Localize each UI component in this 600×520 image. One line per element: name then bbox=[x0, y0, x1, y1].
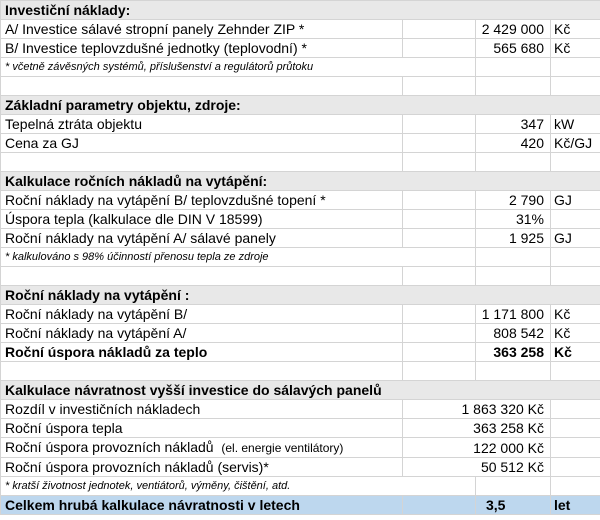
row-label-note: (el. energie ventilátory) bbox=[221, 441, 344, 455]
section-title: Kalkulace ročních nákladů na vytápění: bbox=[1, 172, 600, 191]
table-row bbox=[1, 229, 600, 248]
section-title: Základní parametry objektu, zdroje: bbox=[1, 96, 600, 115]
table-row bbox=[1, 115, 600, 134]
row-value: 420 bbox=[476, 134, 551, 153]
empty-row bbox=[1, 267, 600, 286]
row-value: 565 680 bbox=[476, 39, 551, 58]
row-label: B/ Investice teplovzdušné jednotky (teplovodní) * bbox=[1, 39, 403, 58]
row-label: Roční úspora nákladů za teplo bbox=[1, 343, 403, 362]
row-label: Cena za GJ bbox=[1, 134, 403, 153]
row-label: Roční náklady na vytápění B/ bbox=[1, 305, 403, 324]
table-row bbox=[1, 210, 600, 229]
note-row bbox=[1, 248, 600, 267]
section-title: Investiční náklady: bbox=[1, 1, 600, 20]
note-row bbox=[1, 58, 600, 77]
table-row bbox=[1, 419, 600, 438]
row-label: Úspora tepla (kalkulace dle DIN V 18599) bbox=[1, 210, 403, 229]
row-value: 1 925 bbox=[476, 229, 551, 248]
note-row bbox=[1, 477, 600, 496]
row-unit: Kč bbox=[551, 39, 600, 58]
row-label: Roční náklady na vytápění A/ sálavé panely bbox=[1, 229, 403, 248]
section-header-annual-costs bbox=[1, 286, 600, 305]
row-value: 31% bbox=[476, 210, 551, 229]
table-row bbox=[1, 400, 600, 419]
row-value: 363 258 Kč bbox=[403, 419, 551, 438]
table-row bbox=[1, 343, 600, 362]
row-unit: GJ bbox=[551, 191, 600, 210]
table-row bbox=[1, 458, 600, 477]
total-row bbox=[1, 496, 600, 515]
empty-row bbox=[1, 362, 600, 381]
row-unit: Kč bbox=[551, 324, 600, 343]
footnote: * kratší životnost jednotek, ventiátorů, výměny, čištění, atd. bbox=[1, 477, 476, 496]
section-title: Roční náklady na vytápění : bbox=[1, 286, 600, 305]
row-value: 50 512 Kč bbox=[403, 458, 551, 477]
section-title: Kalkulace návratnost vyšší investice do sálavých panelů bbox=[1, 381, 600, 400]
row-value: 2 429 000 bbox=[476, 20, 551, 39]
row-value: 2 790 bbox=[476, 191, 551, 210]
table-row bbox=[1, 39, 600, 58]
row-value: 347 bbox=[476, 115, 551, 134]
table-row bbox=[1, 134, 600, 153]
empty-row bbox=[1, 153, 600, 172]
row-value: 122 000 Kč bbox=[403, 438, 551, 458]
row-unit: Kč bbox=[551, 343, 600, 362]
row-unit: kW bbox=[551, 115, 600, 134]
section-header-params bbox=[1, 96, 600, 115]
row-unit: Kč/GJ bbox=[551, 134, 600, 153]
total-value: 3,5 bbox=[476, 496, 551, 515]
row-label bbox=[1, 438, 403, 458]
total-label: Celkem hrubá kalkulace návratnosti v letech bbox=[1, 496, 403, 515]
section-header-heating-calc bbox=[1, 172, 600, 191]
section-header-payback bbox=[1, 381, 600, 400]
row-unit: Kč bbox=[551, 305, 600, 324]
footnote: * včetně závěsných systémů, příslušenství a regulátorů průtoku bbox=[1, 58, 476, 77]
empty-row bbox=[1, 77, 600, 96]
row-label-text: Roční úspora provozních nákladů bbox=[5, 439, 214, 455]
row-label: Roční úspora tepla bbox=[1, 419, 403, 438]
row-value: 363 258 bbox=[476, 343, 551, 362]
row-label: Roční úspora provozních nákladů (servis)* bbox=[1, 458, 403, 477]
footnote: * kalkulováno s 98% účinností přenosu tepla ze zdroje bbox=[1, 248, 476, 267]
row-label: Roční náklady na vytápění A/ bbox=[1, 324, 403, 343]
row-label: Roční náklady na vytápění B/ teplovzdušné topení * bbox=[1, 191, 403, 210]
row-label: Rozdíl v investičních nákladech bbox=[1, 400, 403, 419]
table-row bbox=[1, 438, 600, 458]
total-unit: let bbox=[551, 496, 600, 515]
table-row bbox=[1, 324, 600, 343]
row-unit: Kč bbox=[551, 20, 600, 39]
section-header-investment bbox=[1, 1, 600, 20]
row-label: A/ Investice sálavé stropní panely Zehnder ZIP * bbox=[1, 20, 403, 39]
table-row bbox=[1, 20, 600, 39]
row-value: 1 863 320 Kč bbox=[403, 400, 551, 419]
table-row bbox=[1, 305, 600, 324]
row-label: Tepelná ztráta objektu bbox=[1, 115, 403, 134]
row-value: 1 171 800 bbox=[476, 305, 551, 324]
row-unit: GJ bbox=[551, 229, 600, 248]
row-value: 808 542 bbox=[476, 324, 551, 343]
table-row bbox=[1, 191, 600, 210]
